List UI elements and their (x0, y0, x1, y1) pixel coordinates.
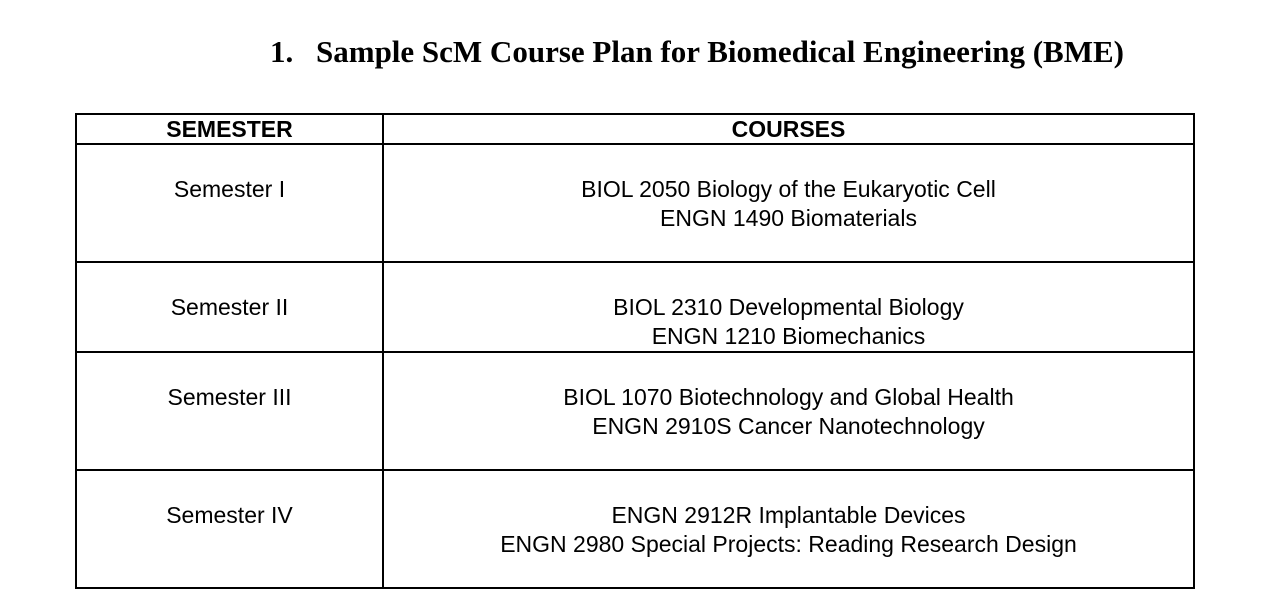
courses-cell (383, 144, 1194, 262)
semester-cell (76, 262, 383, 352)
heading-title: Sample ScM Course Plan for Biomedical Engineering (BME) (316, 34, 1124, 69)
courses-cell (383, 352, 1194, 470)
semester-cell (76, 352, 383, 470)
table-row (76, 352, 1194, 470)
heading-number: 1. (270, 34, 294, 69)
header-semester: SEMESTER (76, 114, 383, 144)
semester-cell (76, 144, 383, 262)
course-item: BIOL 2050 Biology of the Eukaryotic Cell (581, 176, 996, 202)
course-item: ENGN 1490 Biomaterials (660, 205, 917, 231)
header-courses: COURSES (383, 114, 1194, 144)
semester-label: Semester IV (166, 502, 293, 528)
table-header-row (76, 114, 1194, 144)
page-heading (270, 30, 1124, 74)
semester-label: Semester III (167, 384, 292, 410)
course-item: ENGN 1210 Biomechanics (651, 323, 926, 349)
courses-cell (383, 262, 1194, 352)
course-item: BIOL 1070 Biotechnology and Global Health (563, 384, 1014, 410)
course-plan-table (75, 113, 1195, 589)
course-item: ENGN 2910S Cancer Nanotechnology (592, 413, 985, 439)
semester-cell (76, 470, 383, 588)
course-item: ENGN 2912R Implantable Devices (611, 502, 966, 528)
semester-label: Semester II (170, 294, 289, 320)
table-row (76, 470, 1194, 588)
courses-cell (383, 470, 1194, 588)
course-item: BIOL 2310 Developmental Biology (613, 294, 964, 320)
table-row (76, 144, 1194, 262)
course-item: ENGN 2980 Special Projects: Reading Research Design (500, 531, 1077, 557)
semester-label: Semester I (173, 176, 286, 202)
table-row (76, 262, 1194, 352)
